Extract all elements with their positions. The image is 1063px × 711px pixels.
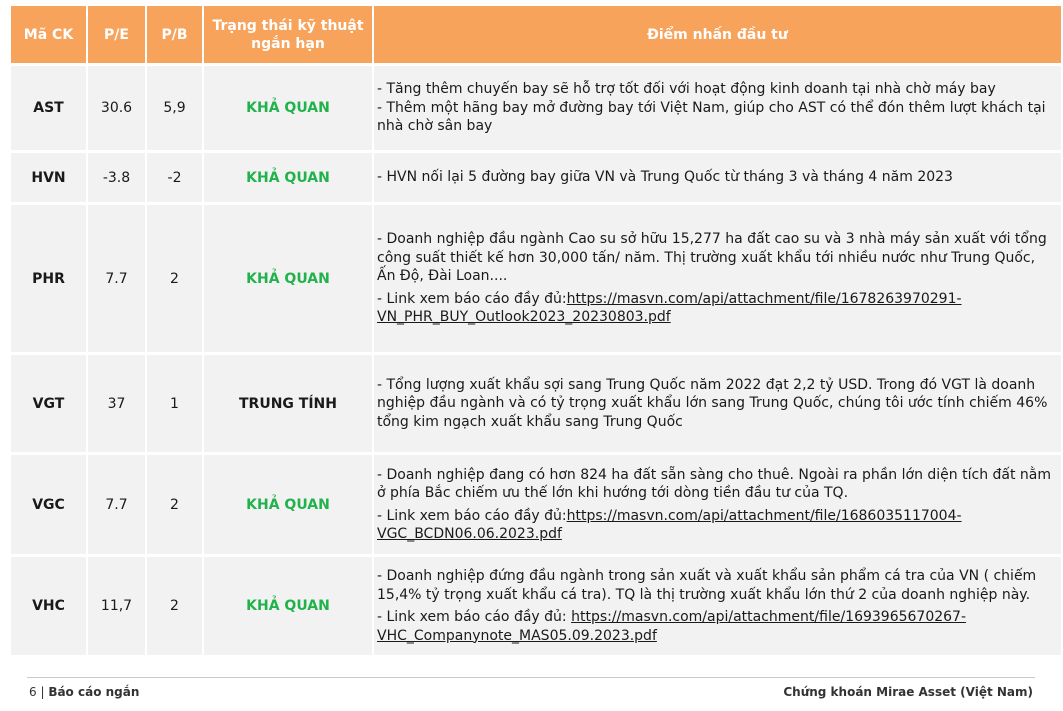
pe-cell: 11,7 xyxy=(88,557,147,658)
pe-cell: 30.6 xyxy=(88,66,147,153)
note-paragraph: - Doanh nghiệp đang có hơn 824 ha đất sẵn sàng cho thuê. Ngoài ra phần lớn diện tích đất nằm ở phía Bắc chiếm ưu thế lớn khi hướng tới dòng tiền đầu tư của TQ. xyxy=(377,466,1052,501)
pe-cell: 7.7 xyxy=(88,205,147,355)
report-name: Báo cáo ngắn xyxy=(48,685,140,699)
ticker-cell: AST xyxy=(11,66,88,153)
pb-cell: 2 xyxy=(147,205,204,355)
pe-cell: 7.7 xyxy=(88,455,147,557)
ticker-cell: VHC xyxy=(11,557,88,658)
highlight-cell xyxy=(374,205,1061,355)
link-prefix: - Link xem báo cáo đầy đủ: xyxy=(377,290,567,307)
ticker-cell: VGC xyxy=(11,455,88,557)
note-line: - HVN nối lại 5 đường bay giữa VN và Trung Quốc từ tháng 3 và tháng 4 năm 2023 xyxy=(377,169,953,186)
table-row-vgc xyxy=(11,455,1061,557)
header-pb: P/B xyxy=(147,6,204,66)
ticker-cell: HVN xyxy=(11,153,88,205)
status-cell: KHẢ QUAN xyxy=(204,205,374,355)
footer-company: Chứng khoán Mirae Asset (Việt Nam) xyxy=(783,685,1033,699)
header-technical-status: Trạng thái kỹ thuật ngắn hạn xyxy=(204,6,374,66)
pb-cell: 5,9 xyxy=(147,66,204,153)
stock-table-container xyxy=(11,6,1061,658)
table-row-vgt xyxy=(11,355,1061,455)
pb-cell: 2 xyxy=(147,455,204,557)
link-prefix: - Link xem báo cáo đầy đủ: xyxy=(377,609,572,625)
table-row-vhc xyxy=(11,557,1061,658)
table-row-phr xyxy=(11,205,1061,355)
highlight-cell xyxy=(374,557,1061,658)
ticker-cell: PHR xyxy=(11,205,88,355)
report-link[interactable]: https://masvn.com/api/attachment/file/1678263970291-VN_PHR_BUY_Outlook2023_20230803.pdf xyxy=(377,290,962,326)
pb-cell: 1 xyxy=(147,355,204,455)
status-cell: KHẢ QUAN xyxy=(204,66,374,153)
report-link-line xyxy=(377,608,1053,645)
report-link-line xyxy=(377,507,1053,544)
status-cell: TRUNG TÍNH xyxy=(204,355,374,455)
header-pe: P/E xyxy=(88,6,147,66)
table-header-row xyxy=(11,6,1061,66)
pb-cell: 2 xyxy=(147,557,204,658)
note-line: - Tăng thêm chuyến bay sẽ hỗ trợ tốt đối với hoạt động kinh doanh tại nhà chờ máy bay xyxy=(377,81,996,98)
table-row-ast xyxy=(11,66,1061,153)
highlight-cell xyxy=(374,455,1061,557)
status-cell: KHẢ QUAN xyxy=(204,557,374,658)
table-row-hvn xyxy=(11,153,1061,205)
header-investment-highlights: Điểm nhấn đầu tư xyxy=(374,6,1061,66)
pe-cell: 37 xyxy=(88,355,147,455)
footer-divider xyxy=(27,677,1035,678)
report-link-line xyxy=(377,290,1053,327)
footer-separator: | xyxy=(36,685,49,699)
footer-page-info xyxy=(29,685,139,699)
report-link[interactable]: https://masvn.com/api/attachment/file/1693965670267-VHC_Companynote_MAS05.09.2023.pdf xyxy=(377,609,967,644)
note-paragraph: - Doanh nghiệp đứng đầu ngành trong sản xuất và xuất khẩu sản phẩm cá tra của VN ( chiếm 15,4% tỷ trọng xuất khẩu cá tra). TQ là thị trường xuất khẩu lớn thứ 2 của doanh nghiệp này. xyxy=(377,568,1037,603)
ticker-cell: VGT xyxy=(11,355,88,455)
page-number: 6 xyxy=(29,685,37,699)
highlight-cell xyxy=(374,66,1061,153)
stock-recommendation-table xyxy=(11,6,1061,658)
highlight-cell xyxy=(374,153,1061,205)
status-cell: KHẢ QUAN xyxy=(204,153,374,205)
highlight-cell xyxy=(374,355,1061,455)
pe-cell: -3.8 xyxy=(88,153,147,205)
report-link[interactable]: https://masvn.com/api/attachment/file/1686035117004-VGC_BCDN06.06.2023.pdf xyxy=(377,507,962,542)
header-ticker: Mã CK xyxy=(11,6,88,66)
status-cell: KHẢ QUAN xyxy=(204,455,374,557)
note-line: - Thêm một hãng bay mở đường bay tới Việt Nam, giúp cho AST có thể đón thêm lượt khách tại nhà chờ sân bay xyxy=(377,99,1046,135)
pb-cell: -2 xyxy=(147,153,204,205)
note-paragraph: - Doanh nghiệp đầu ngành Cao su sở hữu 15,277 ha đất cao su và 3 nhà máy sản xuất với tổng công suất thiết kế hơn 30,000 tấn/ năm. Thị trường xuất khẩu tới nhiều nước như Trung Quốc, Ấn Độ, Đài Loan.... xyxy=(377,231,1047,285)
link-prefix: - Link xem báo cáo đầy đủ: xyxy=(377,507,567,524)
note-line: - Tổng lượng xuất khẩu sợi sang Trung Quốc năm 2022 đạt 2,2 tỷ USD. Trong đó VGT là doanh nghiệp đầu ngành và có tỷ trọng xuất khẩu lớn sang Trung Quốc, chúng tôi ước tính chiếm 46% tổng kim ngạch xuất khẩu sang Trung Quốc xyxy=(377,376,1048,430)
